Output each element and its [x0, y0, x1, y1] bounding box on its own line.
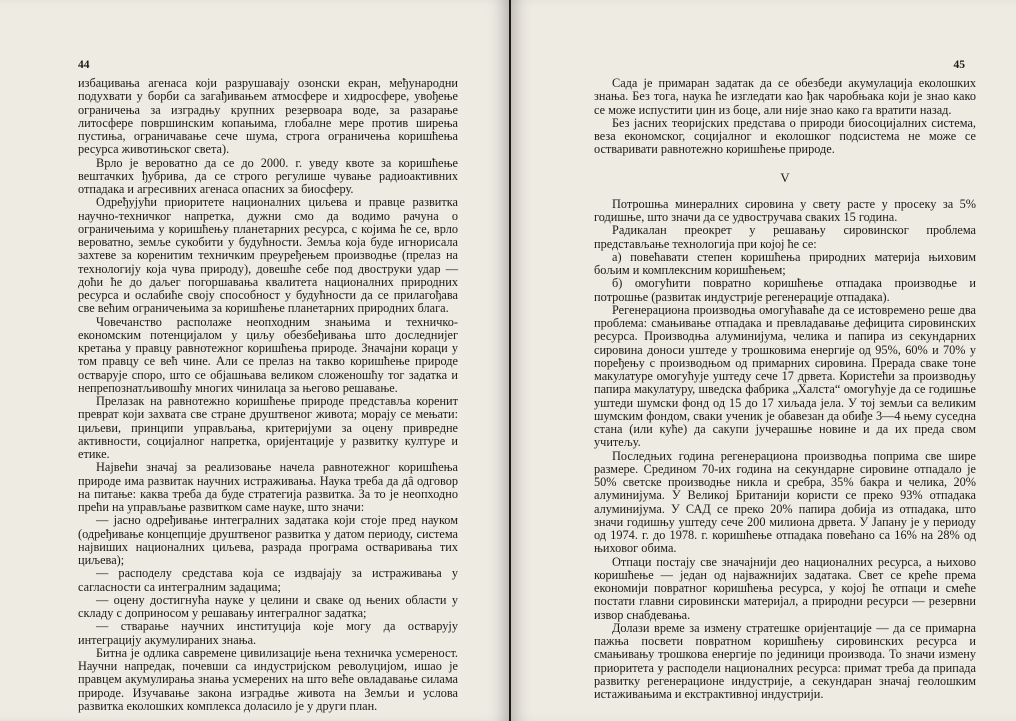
paragraph: Одређујући приоритете националних циљева и правце развитка научно-техничког напретка, дужни смо да водимо рачуна о ограничењима у коришћењу планетарних ресурса, с којима ће се, врло вероватно, земље сукобити у будућности. Земља која буде игнорисала захтеве за коренитим техничким преуређењем производње (прелаз на технологију која чува природу), довешће себе под двоструки удар — доћи ће до даљег погоршавања квалитета националних природних ресурса и ослабиће своју способност у будућности да се прилагођава све већим ограничењима за коришћење планетарних природних блага. [78, 195, 458, 316]
left-page-text [78, 77, 458, 713]
paragraph: Највећи значај за реализовање начела равнотежног коришћења природе има развитак научних истраживања. Наука треба да дâ одговор на питање: каква треба да буде стратегија развитка. За то је неопходно прећи на управљање развитком саме науке, што значи: [78, 460, 458, 514]
paragraph: Последњих година регенерациона производња поприма све шире размере. Средином 70-их година на секундарне сировине отпадало је 50% светске производње никла и сребра, 35% бакра и челика, 20% алуминијума. У Великој Британији користи се преко 93% отпадака алуминијума. У САД се преко 20% папира добија из отпадака, што значи годишњу уштеду сече 200 милиона дрвета. У Јапану је у периоду од 1974. г. до 1978. г. коришћење отпадака повећано са 16% на 28% од њиховог обима. [594, 448, 976, 556]
paragraph: Отпаци постају све значајнији део националних ресурса, а њихово коришћење — један од најважнијих задатака. Свет се креће према економији повратног коришћења ресурса, у којој ће отпаци и смеће постати главни сировински материјал, а природни ресурси — резервни извор снабдевања. [594, 554, 976, 622]
page-number: 44 [78, 59, 90, 71]
list-item: — стварање научних институција које могу да остварују интеграцију акумулираних знања. [78, 619, 458, 647]
paragraph: Битна је одлика савремене цивилизације њена техничка усмереност. Научни напредак, почевши са индустријском револуцијом, ишао је правцем акумулирања знања усмерених на што веће овладавање силама природе. Изучавање закона изградње живота на Земљи и услова развитка еколошких комплекса доласило је у други план. [78, 645, 458, 713]
list-item: а) повећавати степен коришћења природних материја њиховим бољим и комплексним коришћењем; [594, 249, 976, 277]
section-heading: V [780, 169, 790, 185]
paragraph: Врло је вероватно да се до 2000. г. уведу квоте за коришћење вештачких ђубрива, да се строго регулише чување радиоактивних отпадака и агресивних агенаса опасних за биосферу. [78, 155, 458, 196]
paragraph: Радикалан преокрет у решавању сировинског проблема представљање технологија при којој ће се: [594, 223, 976, 251]
list-item: — јасно одређивање интегралних задатака који стоје пред науком (одређивање концепције друштвеног развитка у датом периоду, система највиших националних циљева, разрада програма остваривања тих циљева); [78, 513, 458, 567]
list-item: — расподелу средстава која се издвајају за истраживања у сагласности са интегралним задацима; [78, 566, 458, 594]
right-page [511, 0, 1016, 721]
right-page-text [594, 77, 976, 701]
paragraph: Потрошња минералних сировина у свету расте у просеку за 5% годишње, што значи да се удвостручава сваких 15 година. [594, 196, 976, 224]
list-item: — оцену достигнућа науке у целини и сваке од њених области у складу с доприносом у решавању интегралног задатка; [78, 592, 458, 620]
paragraph: Регенерациона производња омогућаваће да се истовремено реше два проблема: смањивање отпадака и превладавање дефицита сировинских ресурса. Производња алуминијума, челика и папира из секундарних сировина доноси уштеде у трошковима енергије од 95%, 60% и 70% у поређењу с производњом од примарних сировина. Прерада сваке тоне макулатуре омогућује уштеду сече 17 дрвета. Користећи за производњу папира макулатуру, шведска фабрика „Халста“ омогућује да се годишње уштеди шумски фонд од 15 до 17 хиљада јела. У тој земљи са великим шумским фондом, сваки ученик је обавезан да обиђе 3—4 њему суседна стана (или куће) да сакупи јучерашње новине и да их преда свом учитељу. [594, 302, 976, 450]
paragraph: Прелазак на равнотежно коришћење природе представља коренит преврат који захвата све стране друштвеног живота; морају се мењати: циљеви, принципи управљања, критеријуми за оцену привредне активности, социјалног напретка, оријентације у развитку културе и етике. [78, 394, 458, 461]
list-item: б) омогућити повратно коришћење отпадака производње и потрошње (развитак индустрије регенерације отпадака). [594, 276, 976, 304]
paragraph: Без јасних теоријских представа о природи биосоцијалних система, веза економског, социјалног и еколошког подсистема не може се остваривати равнотежно коришћење природе. [594, 115, 976, 157]
paragraph: Долази време за измену стратешке оријентације — да се примарна пажња посвети повратном коришћењу сировинских ресурса и смањивању трошкова енергије по јединици производа. То значи измену приоритета у расподели националних ресурса: примат треба да припада развитку регенерационе индустрије, а секундаран значај геолошким истаживањима и екстрактивној индустрији. [594, 620, 976, 701]
page-number: 45 [953, 59, 965, 71]
paragraph: избацивања агенаса који разрушавају озонски екран, међународни подухвати у борби са загађивањем атмосфере и хидросфере, увођење ограничења за изградњу крупних резервоара воде, за разарање литосфере површинским копањима, глобалне мере против ширења пустиња, ограничавање сече шума, строга ограничења коришћења ресурса животињског света). [78, 76, 458, 157]
paragraph: Сада је примаран задатак да се обезбеди акумулација еколошких знања. Без тога, наука ће изгледати као ђак чаробњака који је знао како се може испустити џин из боце, али није знао како га вратити назад. [594, 76, 976, 117]
paragraph: Човечанство располаже неопходним знањима и техничко-економским потенцијалом у циљу обезбеђивања што доследнијег кретања у правцу равнотежног коришћења природе. Значајни кораци у том правцу се већ чине. Али се прелаз на такво коришћење природе остварује споро, што се објашњава великом сложеношћу тог задатка и непрепознатљивошћу многих чинилаца за његово решавање. [78, 314, 458, 395]
